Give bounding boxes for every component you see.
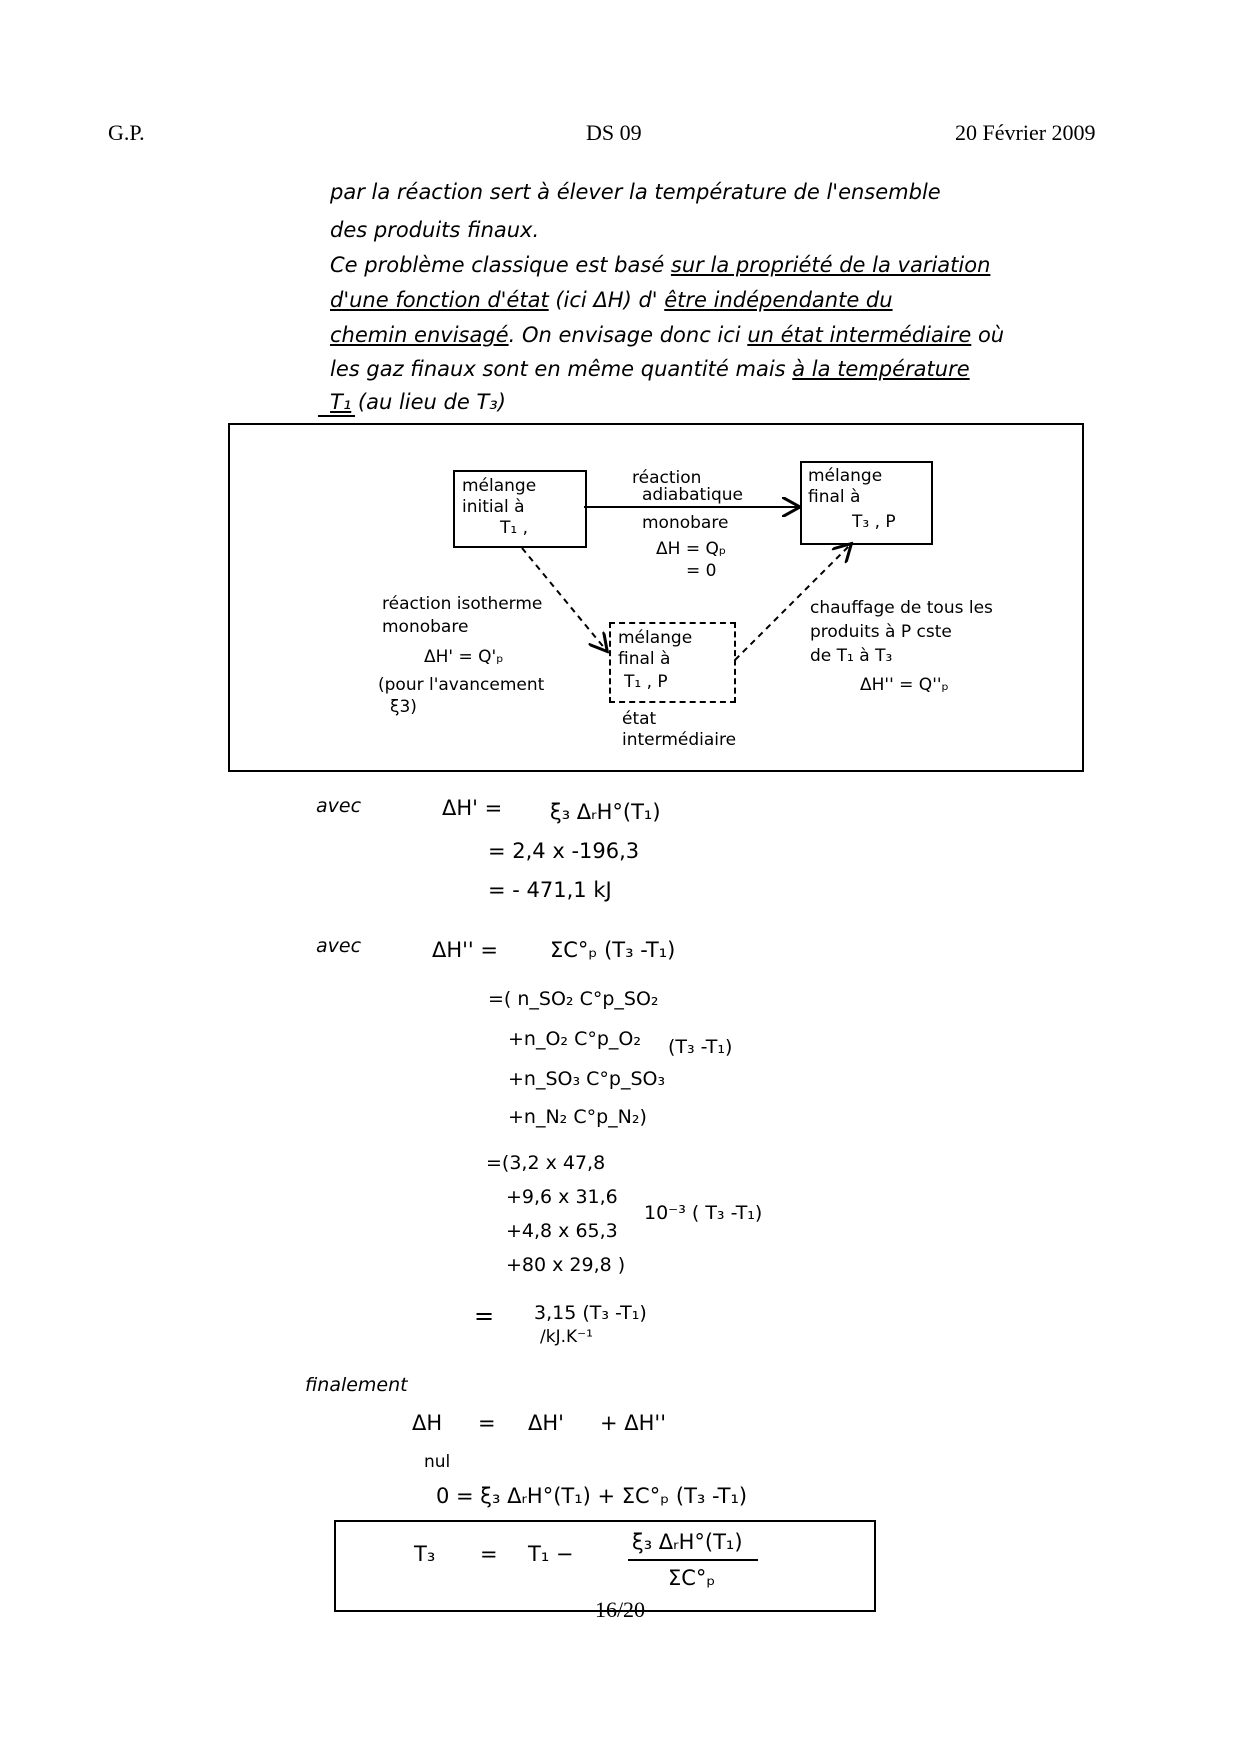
- box-initial-line-3: T₁ ,: [500, 518, 529, 538]
- top-arrow-label-2: adiabatique: [642, 485, 743, 505]
- box-final-line-3: T₃ , P: [852, 512, 896, 532]
- text-line-7b: (au lieu de T₃): [351, 390, 506, 414]
- top-arrow-label-1: réaction: [632, 468, 702, 488]
- eq2-b-line-1: =( n_SO₂ C°p_SO₂: [488, 988, 659, 1010]
- text-line-5d: où: [971, 323, 1005, 347]
- box-inter-line-3: T₁ , P: [624, 672, 668, 692]
- inter-label-line-2: intermédiaire: [622, 730, 737, 750]
- box-final-line-1: mélange: [808, 466, 883, 486]
- box-initial-line-2: initial à: [462, 497, 525, 517]
- eq1-rhs: ξ₃ ΔᵣH°(T₁): [550, 800, 661, 824]
- text-line-5a: chemin envisagé: [330, 323, 509, 347]
- left-arrow-label-3: ΔH' = Q'ₚ: [424, 647, 504, 667]
- final-eq: =: [478, 1411, 496, 1435]
- result-eq: =: [480, 1542, 498, 1566]
- text-line-6c: à la température: [792, 357, 970, 381]
- eq2-d-eq: =: [474, 1302, 495, 1330]
- text-line-4a: d'une fonction d'état: [330, 288, 549, 312]
- nul-label: nul: [424, 1452, 451, 1472]
- text-line-6a: les gaz finaux sont en même quantité: [330, 357, 729, 381]
- eq2-c-line-2: +9,6 x 31,6: [506, 1186, 618, 1208]
- final-dh: ΔH: [412, 1411, 443, 1435]
- eq2-b-line-3: +n_SO₃ C°p_SO₃: [508, 1068, 666, 1090]
- text-line-7a: T₁: [330, 390, 352, 414]
- eq2-b-line-4: +n_N₂ C°p_N₂): [508, 1106, 647, 1128]
- text-line-4b: (ici ΔH) d': [548, 288, 665, 312]
- text-line-3b: sur la propriété de la variation: [670, 253, 991, 277]
- fraction-bar: [628, 1559, 758, 1561]
- page-number: 16/20: [594, 1597, 646, 1622]
- final-dh-prime: ΔH': [528, 1411, 564, 1435]
- box-initial-line-1: mélange: [462, 476, 537, 496]
- right-arrow-label-4: ΔH'' = Q''ₚ: [860, 675, 949, 695]
- avec-2: avec: [316, 935, 362, 957]
- box-inter-line-2: final à: [618, 649, 671, 669]
- box-final-line-2: final à: [808, 487, 861, 507]
- box-inter-line-1: mélange: [618, 628, 693, 648]
- left-arrow-label-1: réaction isotherme: [382, 594, 543, 614]
- text-line-3a: Ce problème classique est basé: [330, 253, 671, 277]
- text-line-4c: être indépendante du: [664, 288, 893, 312]
- header-right: 20 Février 2009: [955, 120, 1096, 145]
- eq2-rhs: ΣC°ₚ (T₃ -T₁): [550, 938, 676, 962]
- right-arrow-label-1: chauffage de tous les: [810, 598, 993, 618]
- left-arrow-label-4: (pour l'avancement: [378, 675, 545, 695]
- text-line-2: des produits finaux.: [330, 218, 540, 242]
- eq2-d-unit: /kJ.K⁻¹: [540, 1327, 593, 1347]
- header-center: DS 09: [586, 120, 642, 145]
- top-arrow-label-5: = 0: [686, 561, 717, 581]
- inter-label-line-1: état: [622, 709, 657, 729]
- eq1-line-3: = - 471,1 kJ: [488, 878, 612, 902]
- final-eq-2: 0 = ξ₃ ΔᵣH°(T₁) + ΣC°ₚ (T₃ -T₁): [436, 1484, 748, 1508]
- text-line-5b: . On envisage donc ici: [508, 323, 748, 347]
- eq2-c-line-1: =(3,2 x 47,8: [486, 1152, 606, 1174]
- text-line-6b: mais: [728, 357, 793, 381]
- eq2-b-line-2: +n_O₂ C°p_O₂: [508, 1028, 641, 1050]
- eq2-lhs: ΔH'' =: [432, 938, 498, 962]
- eq2-c-line-4: +80 x 29,8 ): [506, 1254, 626, 1276]
- left-arrow-label-5: ξ3): [390, 697, 417, 717]
- text-line-5c: un état intermédiaire: [747, 323, 972, 347]
- text-line-1: par la réaction sert à élever la température de l'ensemble: [330, 180, 941, 204]
- arrow-isothermal: [522, 548, 606, 650]
- finalement: finalement: [305, 1374, 408, 1396]
- avec-1: avec: [316, 795, 362, 817]
- arrow-heating: [735, 545, 850, 660]
- left-arrow-label-2: monobare: [382, 617, 469, 637]
- result-lhs: T₃: [414, 1542, 436, 1566]
- result-denominator: ΣC°ₚ: [668, 1566, 716, 1590]
- eq1-line-2: = 2,4 x -196,3: [488, 839, 640, 863]
- eq2-c-factor: 10⁻³ ( T₃ -T₁): [644, 1202, 763, 1224]
- eq2-factor: (T₃ -T₁): [668, 1036, 733, 1058]
- right-arrow-label-2: produits à P cste: [810, 622, 952, 642]
- result-t1: T₁ −: [528, 1542, 574, 1566]
- top-arrow-label-4: ΔH = Qₚ: [656, 539, 727, 559]
- top-arrow-label-3: monobare: [642, 513, 729, 533]
- right-arrow-label-3: de T₁ à T₃: [810, 646, 893, 666]
- final-dh-second: + ΔH'': [600, 1411, 666, 1435]
- eq2-d-value: 3,15 (T₃ -T₁): [534, 1302, 647, 1324]
- eq2-c-line-3: +4,8 x 65,3: [506, 1220, 618, 1242]
- header-left: G.P.: [108, 120, 145, 145]
- result-numerator: ξ₃ ΔᵣH°(T₁): [632, 1530, 743, 1554]
- eq1-lhs: ΔH' =: [442, 796, 503, 820]
